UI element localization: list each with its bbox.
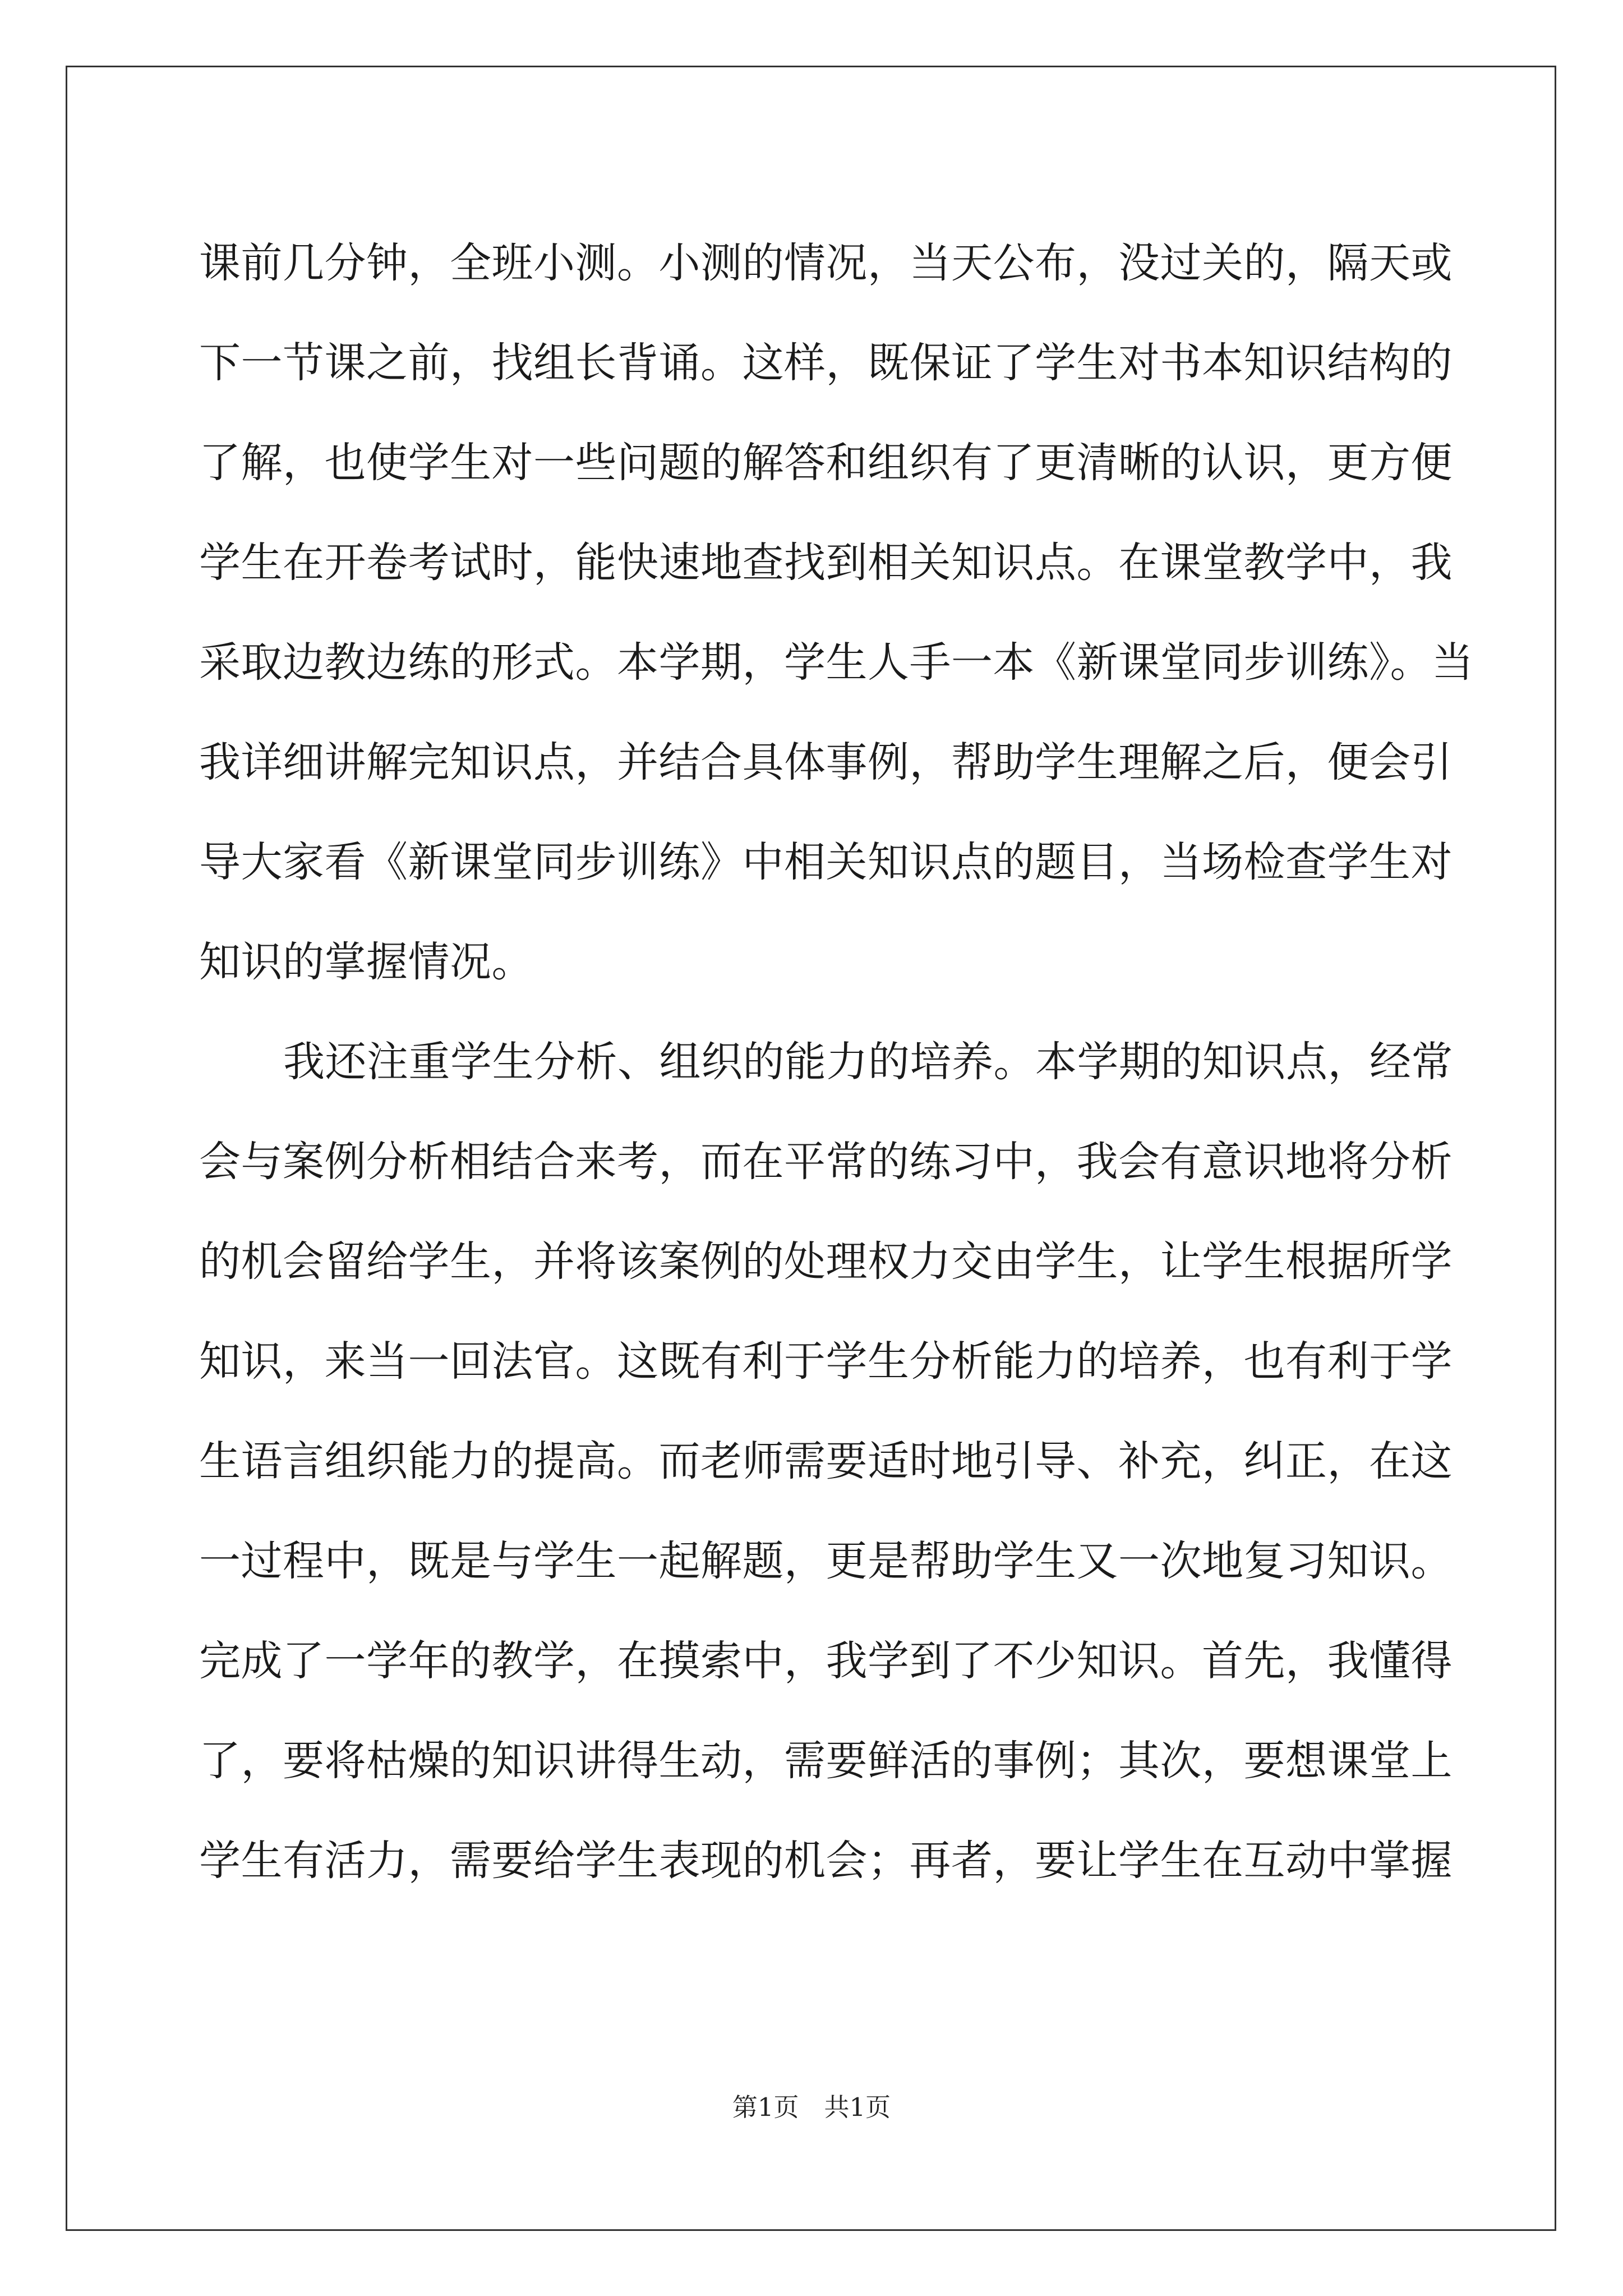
text-line: 知识，来当一回法官。这既有利于学生分析能力的培养，也有利于学	[199, 1337, 1453, 1386]
text-line: 完成了一学年的教学，在摸索中，我学到了不少知识。首先，我懂得	[199, 1637, 1453, 1685]
text-line: 学生在开卷考试时，能快速地查找到相关知识点。在课堂教学中，我	[199, 539, 1453, 587]
text-line: 导大家看《新课堂同步训练》中相关知识点的题目，当场检查学生对	[199, 838, 1453, 886]
text-line: 了，要将枯燥的知识讲得生动，需要鲜活的事例；其次，要想课堂上	[199, 1737, 1453, 1785]
page-number-footer: 第1页 共1页	[732, 2092, 891, 2122]
text-line: 我详细讲解完知识点，并结合具体事例，帮助学生理解之后，便会引	[199, 738, 1453, 786]
text-line: 采取边教边练的形式。本学期，学生人手一本《新课堂同步训练》。当	[199, 638, 1474, 687]
text-line: 一过程中，既是与学生一起解题，更是帮助学生又一次地复习知识。	[199, 1537, 1453, 1585]
text-line: 了解，也使学生对一些问题的解答和组织有了更清晰的认识，更方便	[199, 439, 1453, 487]
text-line: 知识的掌握情况。	[199, 938, 533, 986]
body-text	[199, 213, 1474, 1911]
text-line: 的机会留给学生，并将该案例的处理权力交由学生，让学生根据所学	[199, 1237, 1453, 1286]
text-line: 我还注重学生分析、组织的能力的培养。本学期的知识点，经常	[283, 1038, 1453, 1086]
text-line: 会与案例分析相结合来考，而在平常的练习中，我会有意识地将分析	[199, 1138, 1453, 1186]
text-line: 学生有活力，需要给学生表现的机会；再者，要让学生在互动中掌握	[199, 1837, 1453, 1885]
text-line: 课前几分钟，全班小测。小测的情况，当天公布，没过关的，隔天或	[199, 239, 1453, 287]
text-line: 生语言组织能力的提高。而老师需要适时地引导、补充，纠正，在这	[199, 1437, 1453, 1485]
text-line: 下一节课之前，找组长背诵。这样，既保证了学生对书本知识结构的	[199, 339, 1453, 387]
